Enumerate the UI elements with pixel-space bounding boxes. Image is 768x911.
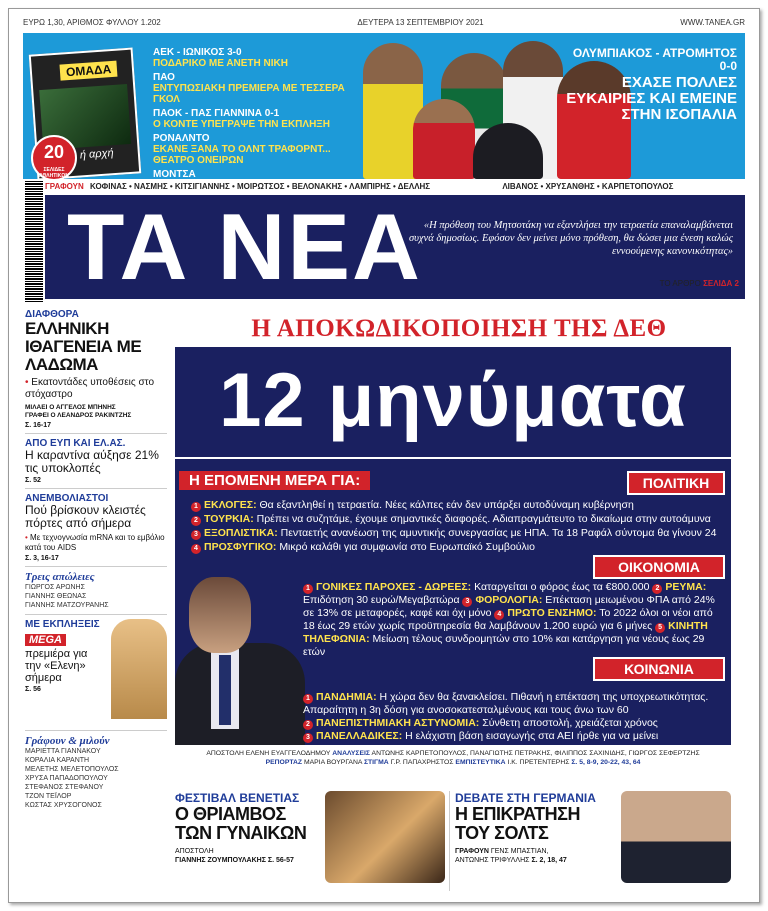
politics-items (191, 499, 727, 555)
lead-sports-story[interactable] (565, 47, 737, 123)
lead-sports-title: ΕΧΑΣΕ ΠΟΛΛΕΣ ΕΥΚΑΙΡΙΕΣ ΚΑΙ ΕΜΕΙΝΕ ΣΤΗΝ ΙΣΟΠΑΛΙΑ (566, 74, 737, 123)
sports-banner[interactable] (23, 33, 745, 179)
badge-text: ΣΕΛΙΔΕΣ ΑΘΛΗΤΙΚΩΝ (39, 167, 69, 179)
list-item: 4 ΠΡΟΣΦΥΓΙΚΟ: Μικρό καλάθι για συμφωνία στο Ευρωπαϊκό Συμβούλιο (191, 541, 727, 554)
sports-headline[interactable]: ΠΑΟ ΕΝΤΥΠΩΣΙΑΚΗ ΠΡΕΜΙΕΡΑ ΜΕ ΤΕΣΣΕΡΑ ΓΚΟΛ (153, 72, 345, 105)
editorial-quote: «Η πρόθεση του Μητσοτάκη να εξαντλήσει την τετραετία επαναλαμβάνεται συχνά δημοσίως. Εφόσον δεν μείνει μόνο πρόθεση, θα δώσει μια ένεση καλώς εννοούμενης κανονικότητας» (408, 220, 733, 257)
lead-story-box (175, 459, 731, 745)
list-item: 2 ΤΟΥΡΚΙΑ: Πρέπει να συζητάμε, έχουμε σημαντικές διαφορές. Αδιαπραγμάτευτο το δικαίωμα στην αυτοάμυνα (191, 513, 727, 526)
website[interactable]: WWW.TANEA.GR (680, 17, 745, 27)
politics-label: ΠΟΛΙΤΙΚΗ (627, 471, 725, 495)
columnists-row: ΓΡΑΦΟΥΝ ΚΟΦΙΝΑΣ • ΝΑΣΜΗΣ • ΚΙΤΣΙΓΙΑΝΝΗΣ • ΜΟΙΡΩΤΣΟΣ • ΒΕΛΟΝΑΚΗΣ • ΛΑΜΠΙΡΗΣ • ΔΕΛΛΗΣ ΛΙΒΑΝΟΣ • ΧΡΥΣΑΝΘΗΣ • ΚΑΡΠΕΤΟΠΟΥΛΟΣ (45, 182, 674, 191)
supplement-caption: ή αρχή (79, 147, 115, 162)
sports-headlines (153, 47, 363, 179)
story-venice-festival[interactable]: ΦΕΣΤΙΒΑΛ ΒΕΝΕΤΙΑΣ Ο ΘΡΙΑΜΒΟΣ ΤΩΝ ΓΥΝΑΙΚΩΝ ΑΠΟΣΤΟΛΗ ΓΙΑΝΝΗΣ ΖΟΥΜΠΟΥΛΑΚΗΣ Σ. 56-57 (175, 791, 445, 891)
society-label: ΚΟΙΝΩΝΙΑ (593, 657, 725, 681)
pages-badge (31, 135, 77, 179)
supplement-label: ΟΜΑΔΑ (59, 61, 117, 81)
contributors-box: Γράφουν & μιλούν ΜΑΡΙΕΤΤΑ ΓΙΑΝΝΑΚΟΥ ΚΟΡΑΛΙΑ ΚΑΡΑΝΤΗ ΜΕΛΕΤΗΣ ΜΕΛΕΤΟΠΟΥΛΟΣ ΧΡΥΣΑ ΠΑΠΑΔΟΠΟΥΛΟΥ ΣΤΕΦΑΝΟΣ ΣΤΕΦΑΝΟΥ ΤΖΟΝ ΤΕΪΛΟΡ ΚΩΣΤΑΣ ΧΡΥΣΟΓΟΝΟΣ (25, 735, 119, 809)
pm-photo (175, 567, 305, 745)
story-tv-premiere[interactable]: ΜΕ ΕΚΠΛΗΞΕΙΣ MEGA πρεμιέρα για την «Ελενη» σήμερα Σ. 56 (25, 619, 167, 731)
list-item: 3 ΠΑΝΕΛΛΑΔΙΚΕΣ: Η ελάχιστη βάση εισαγωγής στα ΑΕΙ ήρθε για να μείνει (303, 730, 723, 743)
next-day-label: Η ΕΠΟΜΕΝΗ ΜΕΡΑ ΓΙΑ: (179, 471, 370, 490)
story-citizenship[interactable]: ΔΙΑΦΘΟΡΑ ΕΛΛΗΝΙΚΗ ΙΘΑΓΕΝΕΙΑ ΜΕ ΛΑΔΩΜΑ • Εκατοντάδες υποθέσεις στο στόχαστρο ΜΙΛΑΕΙ Ο ΑΓΓΕΛΟΣ ΜΠΗΝΗΣ ΓΡΑΦΕΙ Ο ΛΕΑΝΔΡΟΣ ΡΑΚΙΝΤΖΗΣ Σ. 16-17 (25, 309, 167, 434)
newspaper-logo[interactable]: ΤΑ ΝΕΑ (67, 194, 422, 299)
list-item: 1 ΠΑΝΔΗΜΙΑ: Η χώρα δεν θα ξανακλείσει. Πιθανή η επέκταση της υποχρεωτικότητας. Απαραίτητη η 3η δόση για ανοσοκατεσταλμένους και τους άνω των 60 (303, 691, 709, 716)
bullet-icon: • (25, 533, 28, 542)
sports-headline[interactable]: ΑΕΚ - ΙΩΝΙΚΟΣ 3-0 ΠΟΔΑΡΙΚΟ ΜΕ ΑΝΕΤΗ ΝΙΚΗ (153, 47, 288, 69)
bullet-icon: • (25, 377, 29, 388)
sports-headline[interactable]: ΠΑΟΚ - ΠΑΣ ΓΙΑΝΝΙΝΑ 0-1 Ο ΚΟΝΤΕ ΥΠΕΓΡΑΨΕ ΤΗΝ ΕΚΠΛΗΞΗ (153, 108, 330, 130)
lead-kicker: Η ΑΠΟΚΩΔΙΚΟΠΟΙΗΣΗ ΤΗΣ ΔΕΘ (251, 315, 667, 342)
story-german-debate[interactable]: DEBATE ΣΤΗ ΓΕΡΜΑΝΙΑ Η ΕΠΙΚΡΑΤΗΣΗ ΤΟΥ ΣΟΛΤΣ ΓΡΑΦΟΥΝ ΓΕΝΣ ΜΠΑΣΤΙΑΝ, ΑΝΤΩΝΗΣ ΤΡΙΦΥΛΛΗΣ Σ. 2, 18, 47 (455, 791, 731, 891)
story-obituaries[interactable]: Τρεις απώλειες ΓΙΩΡΓΟΣ ΑΡΩΝΗΣ ΓΙΑΝΝΗΣ ΘΕΩΝΑΣ ΓΙΑΝΝΗΣ ΜΑΤΖΟΥΡΑΝΗΣ (25, 571, 167, 615)
list-item: 1 ΕΚΛΟΓΕΣ: Θα εξαντληθεί η τετραετία. Νέες κάλπες εάν δεν υπάρξει αυτοδύναμη κυβέρνηση (191, 499, 727, 512)
divider (449, 791, 450, 891)
player-red (413, 99, 475, 179)
top-bar (23, 15, 745, 29)
festival-photo (325, 791, 445, 883)
lead-story-credits: ΑΠΟΣΤΟΛΗ ΕΛΕΝΗ ΕΥΑΓΓΕΛΟΔΗΜΟΥ ΑΝΑΛΥΣΕΙΣ ΑΝΤΩΝΗΣ ΚΑΡΠΕΤΟΠΟΥΛΟΣ, ΠΑΝΑΓΙΩΤΗΣ ΠΕΤΡΑΚΗΣ, ΦΙΛΙΠΠΟΣ ΣΑΧΙΝΙΔΗΣ, ΓΙΩΡΓΟΣ ΣΕΦΕΡΤΖΗΣ ΡΕΠΟΡΤΑΖ ΜΑΡΙΑ ΒΟΥΡΓΑΝΑ ΣΤΙΓΜΑ Γ.Ρ. ΠΑΠΑΧΡΗΣΤΟΣ ΕΜΠΙΣΤΕΥΤΙΚΑ Ι.Κ. ΠΡΕΤΕΝΤΕΡΗΣ Σ. 5, 8-9, 20-22, 43, 64 (206, 750, 700, 766)
price-issue: ΕΥΡΩ 1,30, ΑΡΙΘΜΟΣ ΦΥΛΛΟΥ 1.202 (23, 17, 161, 27)
lead-headline[interactable]: 12 μηνύματα (175, 347, 731, 457)
badge-number: 20 (43, 142, 65, 162)
barcode (25, 181, 43, 303)
society-items (303, 691, 723, 743)
scholz-photo (621, 791, 731, 883)
list-item: 3 ΕΞΟΠΛΙΣΤΙΚΑ: Πενταετής ανανέωση της αμυντικής συνεργασίας με ΗΠΑ. Τα 18 Ραφάλ σύντομα θα γίνουν 24 (191, 527, 727, 540)
sports-headline[interactable]: ΡΟΝΑΛΝΤΟ ΕΚΑΝΕ ΞΑΝΑ ΤΟ ΟΛΝΤ ΤΡΑΦΟΡΝΤ... ΘΕΑΤΡΟ ΟΝΕΙΡΩΝ (153, 133, 331, 166)
left-column (25, 309, 167, 810)
list-item: 2 ΠΑΝΕΠΙΣΤΗΜΙΑΚΗ ΑΣΤΥΝΟΜΙΑ: Σύνθετη αποστολή, χρειάζεται χρόνος (303, 717, 723, 730)
economy-label: ΟΙΚΟΝΟΜΙΑ (593, 555, 725, 579)
front-page (8, 8, 760, 903)
sports-headline[interactable]: ΜΟΝΤΣΑ (153, 169, 196, 179)
lead-sports-match: ΟΛΥΜΠΙΑΚΟΣ - ΑΤΡΟΜΗΤΟΣ 0-0 (572, 46, 737, 73)
date: ΔΕΥΤΕΡΑ 13 ΣΕΠΤΕΜΒΡΙΟΥ 2021 (357, 17, 484, 27)
story-surveillance[interactable]: ΑΠΟ ΕΥΠ ΚΑΙ ΕΛ.ΑΣ. Η καραντίνα αύξησε 21% τις υποκλοπές Σ. 52 (25, 438, 167, 489)
story-unvaccinated[interactable]: ΑΝΕΜΒΟΛΙΑΣΤΟΙ Πού βρίσκουν κλειστές πόρτες από σήμερα • Με τεχνογνωσία mRNA και το εμβόλιο κατά του AIDS Σ. 3, 16-17 (25, 493, 167, 567)
editorial-ref[interactable]: ΤΟ ΑΡΘΡΟ ΣΕΛΙΔΑ 2 (659, 279, 739, 288)
actress-photo (111, 619, 167, 719)
mega-logo: MEGA (25, 634, 66, 646)
economy-items: 1 ΓΟΝΙΚΕΣ ΠΑΡΟΧΕΣ - ΔΩΡΕΕΣ: Καταργείται ο φόρος έως τα €800.000 2 ΡΕΥΜΑ: Επιδότηση 30 ευρώ/Μεγαβατώρα 3 ΦΟΡΟΛΟΓΙΑ: Επέκταση μειωμένου ΦΠΑ από 24% σε 13% σε μεταφορές, καφέ και όχι μόνο 4 ΠΡΩΤΟ ΕΝΣΗΜΟ: Το 2022 όλοι οι νέοι από 18 έως 29 ετών χωρίς προϋπηρεσία θα λαμβάνουν 1.200 ευρώ για 6 μήνες 5 ΚΙΝΗΤΗ ΤΗΛΕΦΩΝΙΑ: Μείωση τέλους συνδρομητών στο 10% και κατάργηση για νέους έως 29 ετών (303, 581, 715, 658)
